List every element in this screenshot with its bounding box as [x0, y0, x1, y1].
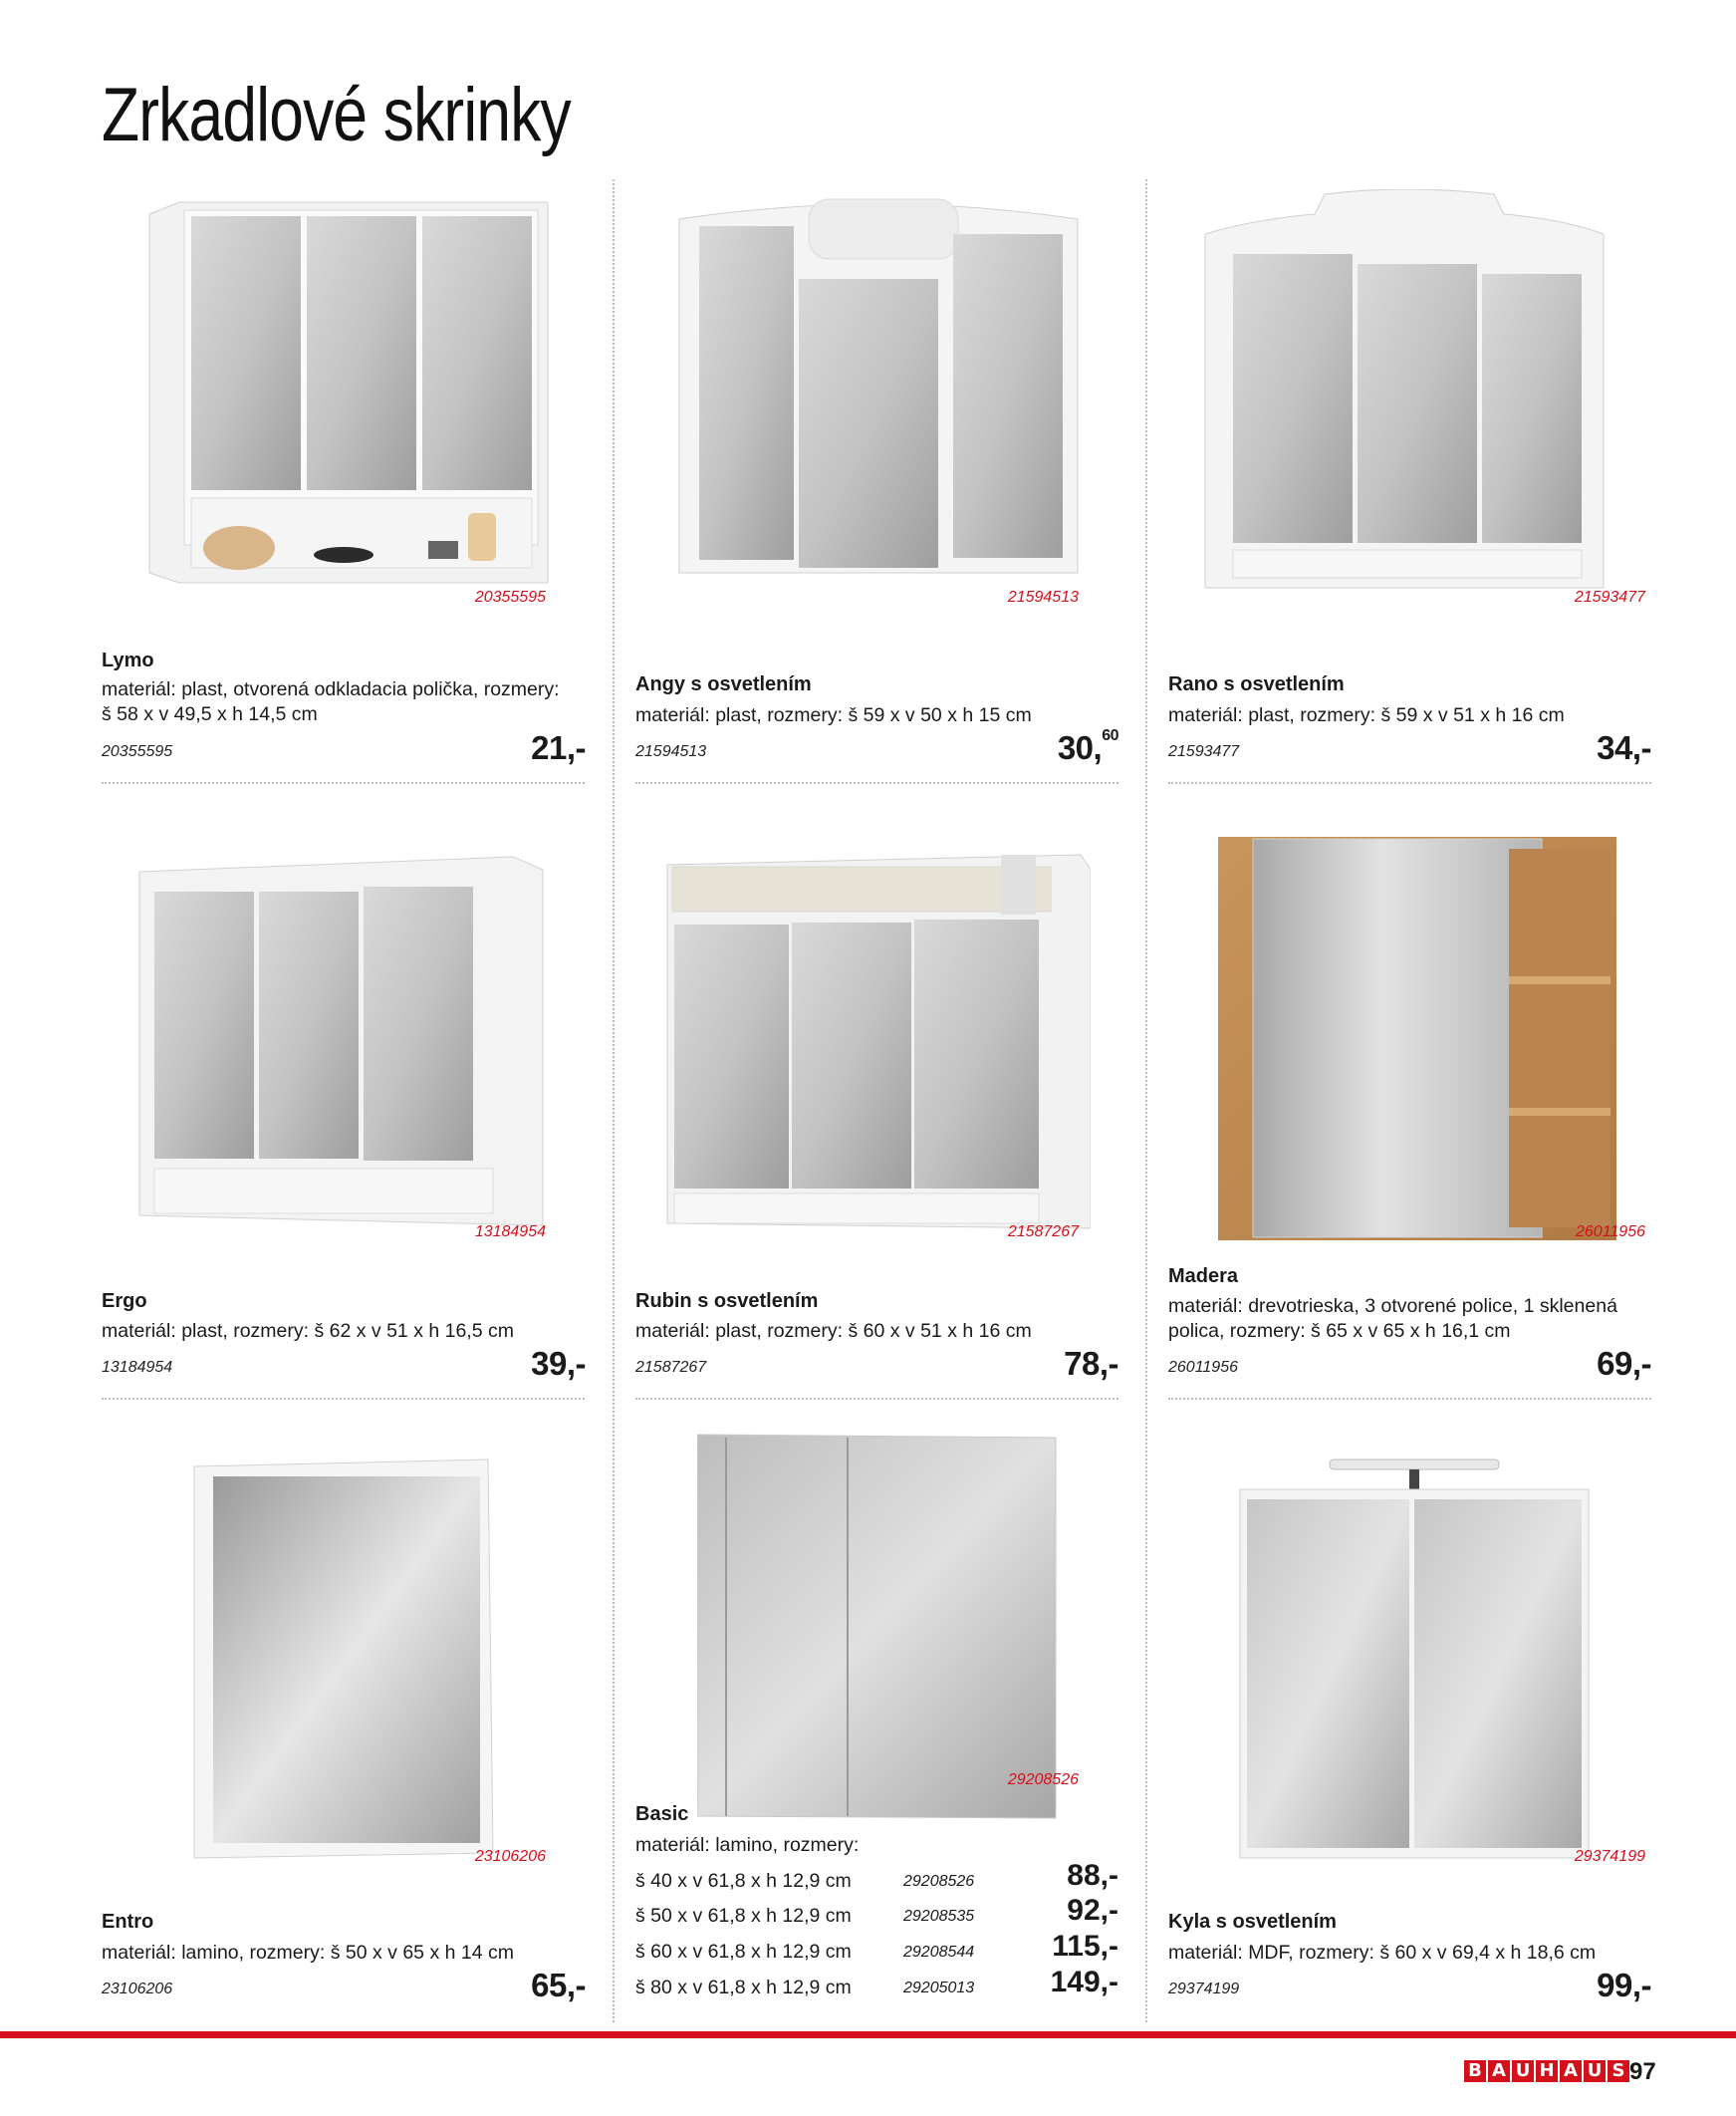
product-description: materiál: lamino, rozmery:: [635, 1834, 860, 1856]
product-description: materiál: plast, rozmery: š 59 x v 50 x h 15 cm: [635, 704, 1032, 726]
footer-red-bar: [0, 2031, 1736, 2038]
product-code: 21587267: [635, 1359, 707, 1376]
logo-letter: U: [1584, 2060, 1606, 2082]
product-name: Lymo: [102, 650, 154, 671]
row-divider: [635, 782, 1118, 784]
product-image-kyla: [1235, 1455, 1594, 1863]
product-price: 34,-: [1597, 729, 1651, 766]
variant-size: š 40 x v 61,8 x h 12,9 cm: [635, 1870, 852, 1892]
product-description: materiál: plast, otvorená odkladacia polička, rozmery: š 58 x v 49,5 x h 14,5 cm: [102, 678, 560, 725]
product-code: 21593477: [1168, 743, 1240, 760]
product-name: Rano s osvetlením: [1168, 673, 1345, 695]
page-number: 97: [1629, 2058, 1656, 2085]
row-divider: [1168, 782, 1651, 784]
column-divider: [613, 179, 615, 2022]
product-image-entro: [189, 1455, 498, 1863]
variant-size: š 50 x v 61,8 x h 12,9 cm: [635, 1905, 852, 1927]
image-product-code: 21593477: [1574, 589, 1645, 606]
price-main: 30,: [1057, 729, 1103, 766]
product-name: Angy s osvetlením: [635, 673, 812, 695]
image-product-code: 13184954: [474, 1223, 546, 1240]
variant-code: 29208526: [903, 1873, 975, 1890]
image-product-code: 26011956: [1576, 1223, 1645, 1240]
variant-price: 88,-: [1067, 1859, 1118, 1892]
product-image-angy: [669, 194, 1088, 593]
product-price: 99,-: [1597, 1967, 1651, 2003]
image-product-code: 29374199: [1574, 1848, 1645, 1865]
product-name: Kyla s osvetlením: [1168, 1911, 1337, 1933]
image-product-code: 23106206: [474, 1848, 546, 1865]
image-product-code: 21594513: [1007, 589, 1079, 606]
product-code: 20355595: [102, 743, 173, 760]
image-product-code: 20355595: [474, 589, 546, 606]
product-image-basic: [697, 1430, 1061, 1823]
product-price: 78,-: [1064, 1345, 1118, 1382]
product-price: [996, 729, 1118, 767]
product-image-ergo: [134, 852, 553, 1230]
product-description: materiál: lamino, rozmery: š 50 x v 65 x h 14 cm: [102, 1942, 514, 1964]
product-description: materiál: drevotrieska, 3 otvorené police, 1 sklenená polica, rozmery: š 65 x v 65 x h 16,1 cm: [1168, 1295, 1617, 1342]
variant-code: 29208535: [903, 1908, 975, 1925]
image-product-code: 29208526: [1007, 1771, 1079, 1788]
logo-letter: S: [1608, 2060, 1629, 2082]
product-code: 13184954: [102, 1359, 173, 1376]
product-name: Basic: [635, 1803, 689, 1825]
product-image-rano: [1195, 189, 1613, 593]
variant-size: š 60 x v 61,8 x h 12,9 cm: [635, 1941, 852, 1963]
variant-code: 29208544: [903, 1944, 975, 1961]
product-image-lymo: [139, 194, 558, 593]
price-cents: 60: [1102, 727, 1118, 744]
product-price: 69,-: [1597, 1345, 1651, 1382]
product-image-rubin: [662, 845, 1091, 1233]
product-code: 29374199: [1168, 1981, 1240, 1997]
product-code: 23106206: [102, 1981, 173, 1997]
logo-letter: A: [1560, 2060, 1582, 2082]
variant-size: š 80 x v 61,8 x h 12,9 cm: [635, 1977, 852, 1998]
product-price: 21,-: [531, 729, 586, 766]
product-description: materiál: plast, rozmery: š 62 x v 51 x h 16,5 cm: [102, 1320, 514, 1342]
product-name: Madera: [1168, 1265, 1239, 1287]
product-code: 26011956: [1168, 1359, 1238, 1376]
logo-letter: A: [1488, 2060, 1510, 2082]
variant-code: 29205013: [903, 1980, 975, 1996]
row-divider: [102, 782, 585, 784]
variant-price: 149,-: [1050, 1966, 1118, 1998]
product-code: 21594513: [635, 743, 707, 760]
image-product-code: 21587267: [1007, 1223, 1079, 1240]
product-description: materiál: plast, rozmery: š 60 x v 51 x h 16 cm: [635, 1320, 1032, 1342]
column-divider: [1145, 179, 1147, 2022]
page-title: Zrkadlové skrinky: [102, 73, 571, 157]
row-divider: [102, 1398, 585, 1400]
product-price: 65,-: [531, 1967, 586, 2003]
bauhaus-logo: [1464, 2060, 1629, 2082]
logo-letter: U: [1512, 2060, 1534, 2082]
product-name: Ergo: [102, 1290, 147, 1312]
logo-letter: B: [1464, 2060, 1486, 2082]
product-image-madera: [1215, 837, 1618, 1240]
logo-letter: H: [1536, 2060, 1558, 2082]
row-divider: [1168, 1398, 1651, 1400]
product-name: Rubin s osvetlením: [635, 1290, 819, 1312]
product-description: materiál: MDF, rozmery: š 60 x v 69,4 x h 18,6 cm: [1168, 1942, 1597, 1964]
product-price: 39,-: [531, 1345, 586, 1382]
variant-price: 92,-: [1067, 1894, 1118, 1927]
row-divider: [635, 1398, 1118, 1400]
product-name: Entro: [102, 1911, 154, 1933]
product-description: materiál: plast, rozmery: š 59 x v 51 x h 16 cm: [1168, 704, 1565, 726]
variant-price: 115,-: [1052, 1930, 1118, 1963]
